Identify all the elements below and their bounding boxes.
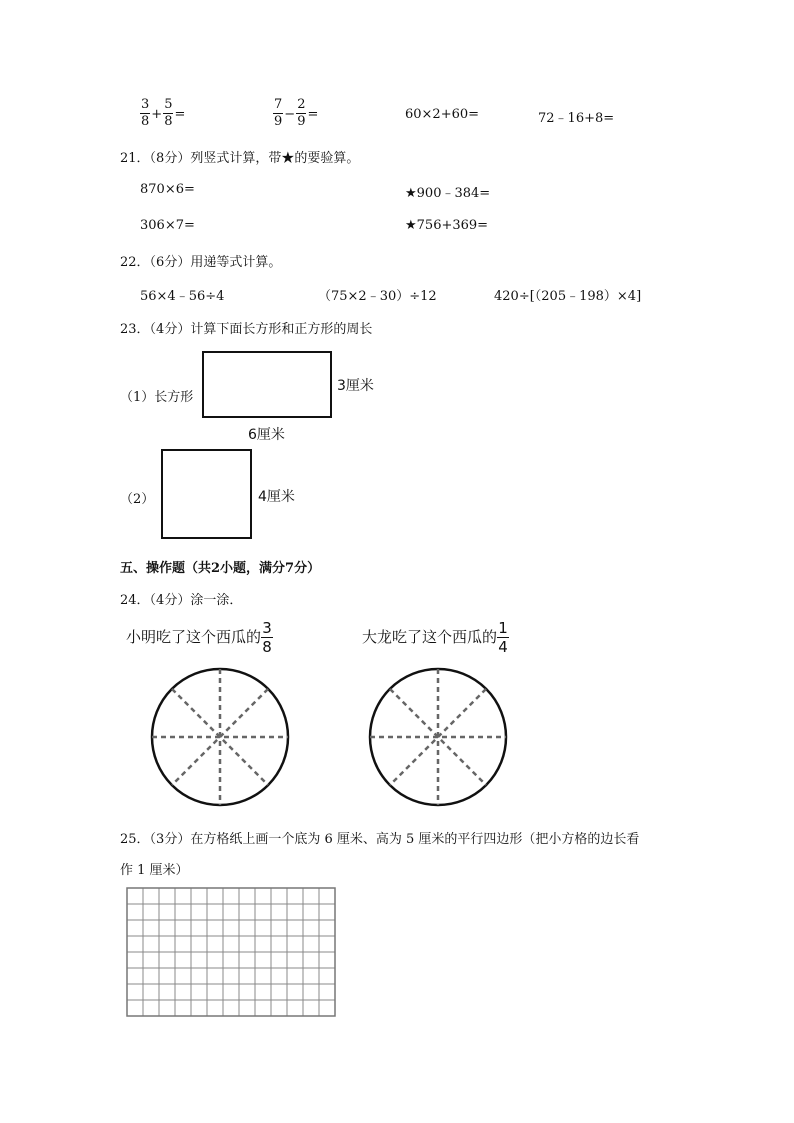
fraction-one-quarter xyxy=(497,620,509,655)
denominator: 8 xyxy=(141,114,150,129)
numerator: 7 xyxy=(274,97,283,112)
q24-title: 24．（4分）涂一涂． xyxy=(120,593,243,608)
q24-right-text xyxy=(362,620,509,655)
rect-height-label: 3厘米 xyxy=(337,378,374,394)
fraction-expr-b xyxy=(273,98,319,129)
square-label: （2） xyxy=(120,492,155,507)
q21-item-4: ★756+369= xyxy=(405,218,489,233)
rect-width-label: 6厘米 xyxy=(248,427,285,443)
denominator: 9 xyxy=(297,114,306,129)
rectangle-shape xyxy=(202,351,332,418)
fraction xyxy=(140,98,150,129)
square-shape xyxy=(161,449,252,539)
q24-left-text xyxy=(126,620,273,655)
operator: − xyxy=(284,107,296,122)
numerator: 3 xyxy=(262,619,272,637)
denominator: 8 xyxy=(262,638,272,656)
q21-item-1: 870×6= xyxy=(140,182,195,197)
numerator: 5 xyxy=(164,97,173,112)
expr-c: 60×2+60= xyxy=(405,107,480,122)
q22-item-3: 420÷[（205﹣198）×4] xyxy=(494,289,642,304)
q22-item-1: 56×4﹣56÷4 xyxy=(140,289,225,304)
denominator: 8 xyxy=(164,114,173,129)
q22-title: 22．（6分）用递等式计算。 xyxy=(120,255,282,270)
denominator: 9 xyxy=(274,114,283,129)
q23-title: 23．（4分）计算下面长方形和正方形的周长 xyxy=(120,322,373,337)
equals: = xyxy=(174,107,186,122)
operator: + xyxy=(151,107,163,122)
rect-label: （1）长方形 xyxy=(120,390,194,405)
fraction xyxy=(163,98,173,129)
equals: = xyxy=(307,107,319,122)
fraction-expr-a xyxy=(140,98,186,129)
q25-line-1: 25．（3分）在方格纸上画一个底为 6 厘米、高为 5 厘米的平行四边形（把小方格的边长看 xyxy=(120,832,640,847)
expr-d: 72﹣16+8= xyxy=(538,111,615,126)
watermelon-circle-left[interactable] xyxy=(148,667,292,807)
q21-item-3: 306×7= xyxy=(140,218,195,233)
numerator: 3 xyxy=(141,97,150,112)
q21-item-2: ★900﹣384= xyxy=(405,186,491,201)
grid-paper[interactable] xyxy=(126,887,338,1019)
fraction-three-eighths xyxy=(261,620,273,655)
numerator: 1 xyxy=(498,619,508,637)
right-caption: 大龙吃了这个西瓜的 xyxy=(362,628,498,646)
denominator: 4 xyxy=(498,638,508,656)
square-side-label: 4厘米 xyxy=(258,489,295,505)
q25-line-2: 作 1 厘米） xyxy=(120,863,189,878)
q21-title: 21．（8分）列竖式计算，带★的要验算。 xyxy=(120,151,360,166)
numerator: 2 xyxy=(297,97,306,112)
fraction xyxy=(273,98,283,129)
fraction xyxy=(296,98,306,129)
left-caption: 小明吃了这个西瓜的 xyxy=(126,628,262,646)
q22-item-2: （75×2﹣30）÷12 xyxy=(318,289,437,304)
section-title: 五、操作题（共2小题，满分7分） xyxy=(120,561,321,576)
watermelon-circle-right[interactable] xyxy=(366,667,510,807)
